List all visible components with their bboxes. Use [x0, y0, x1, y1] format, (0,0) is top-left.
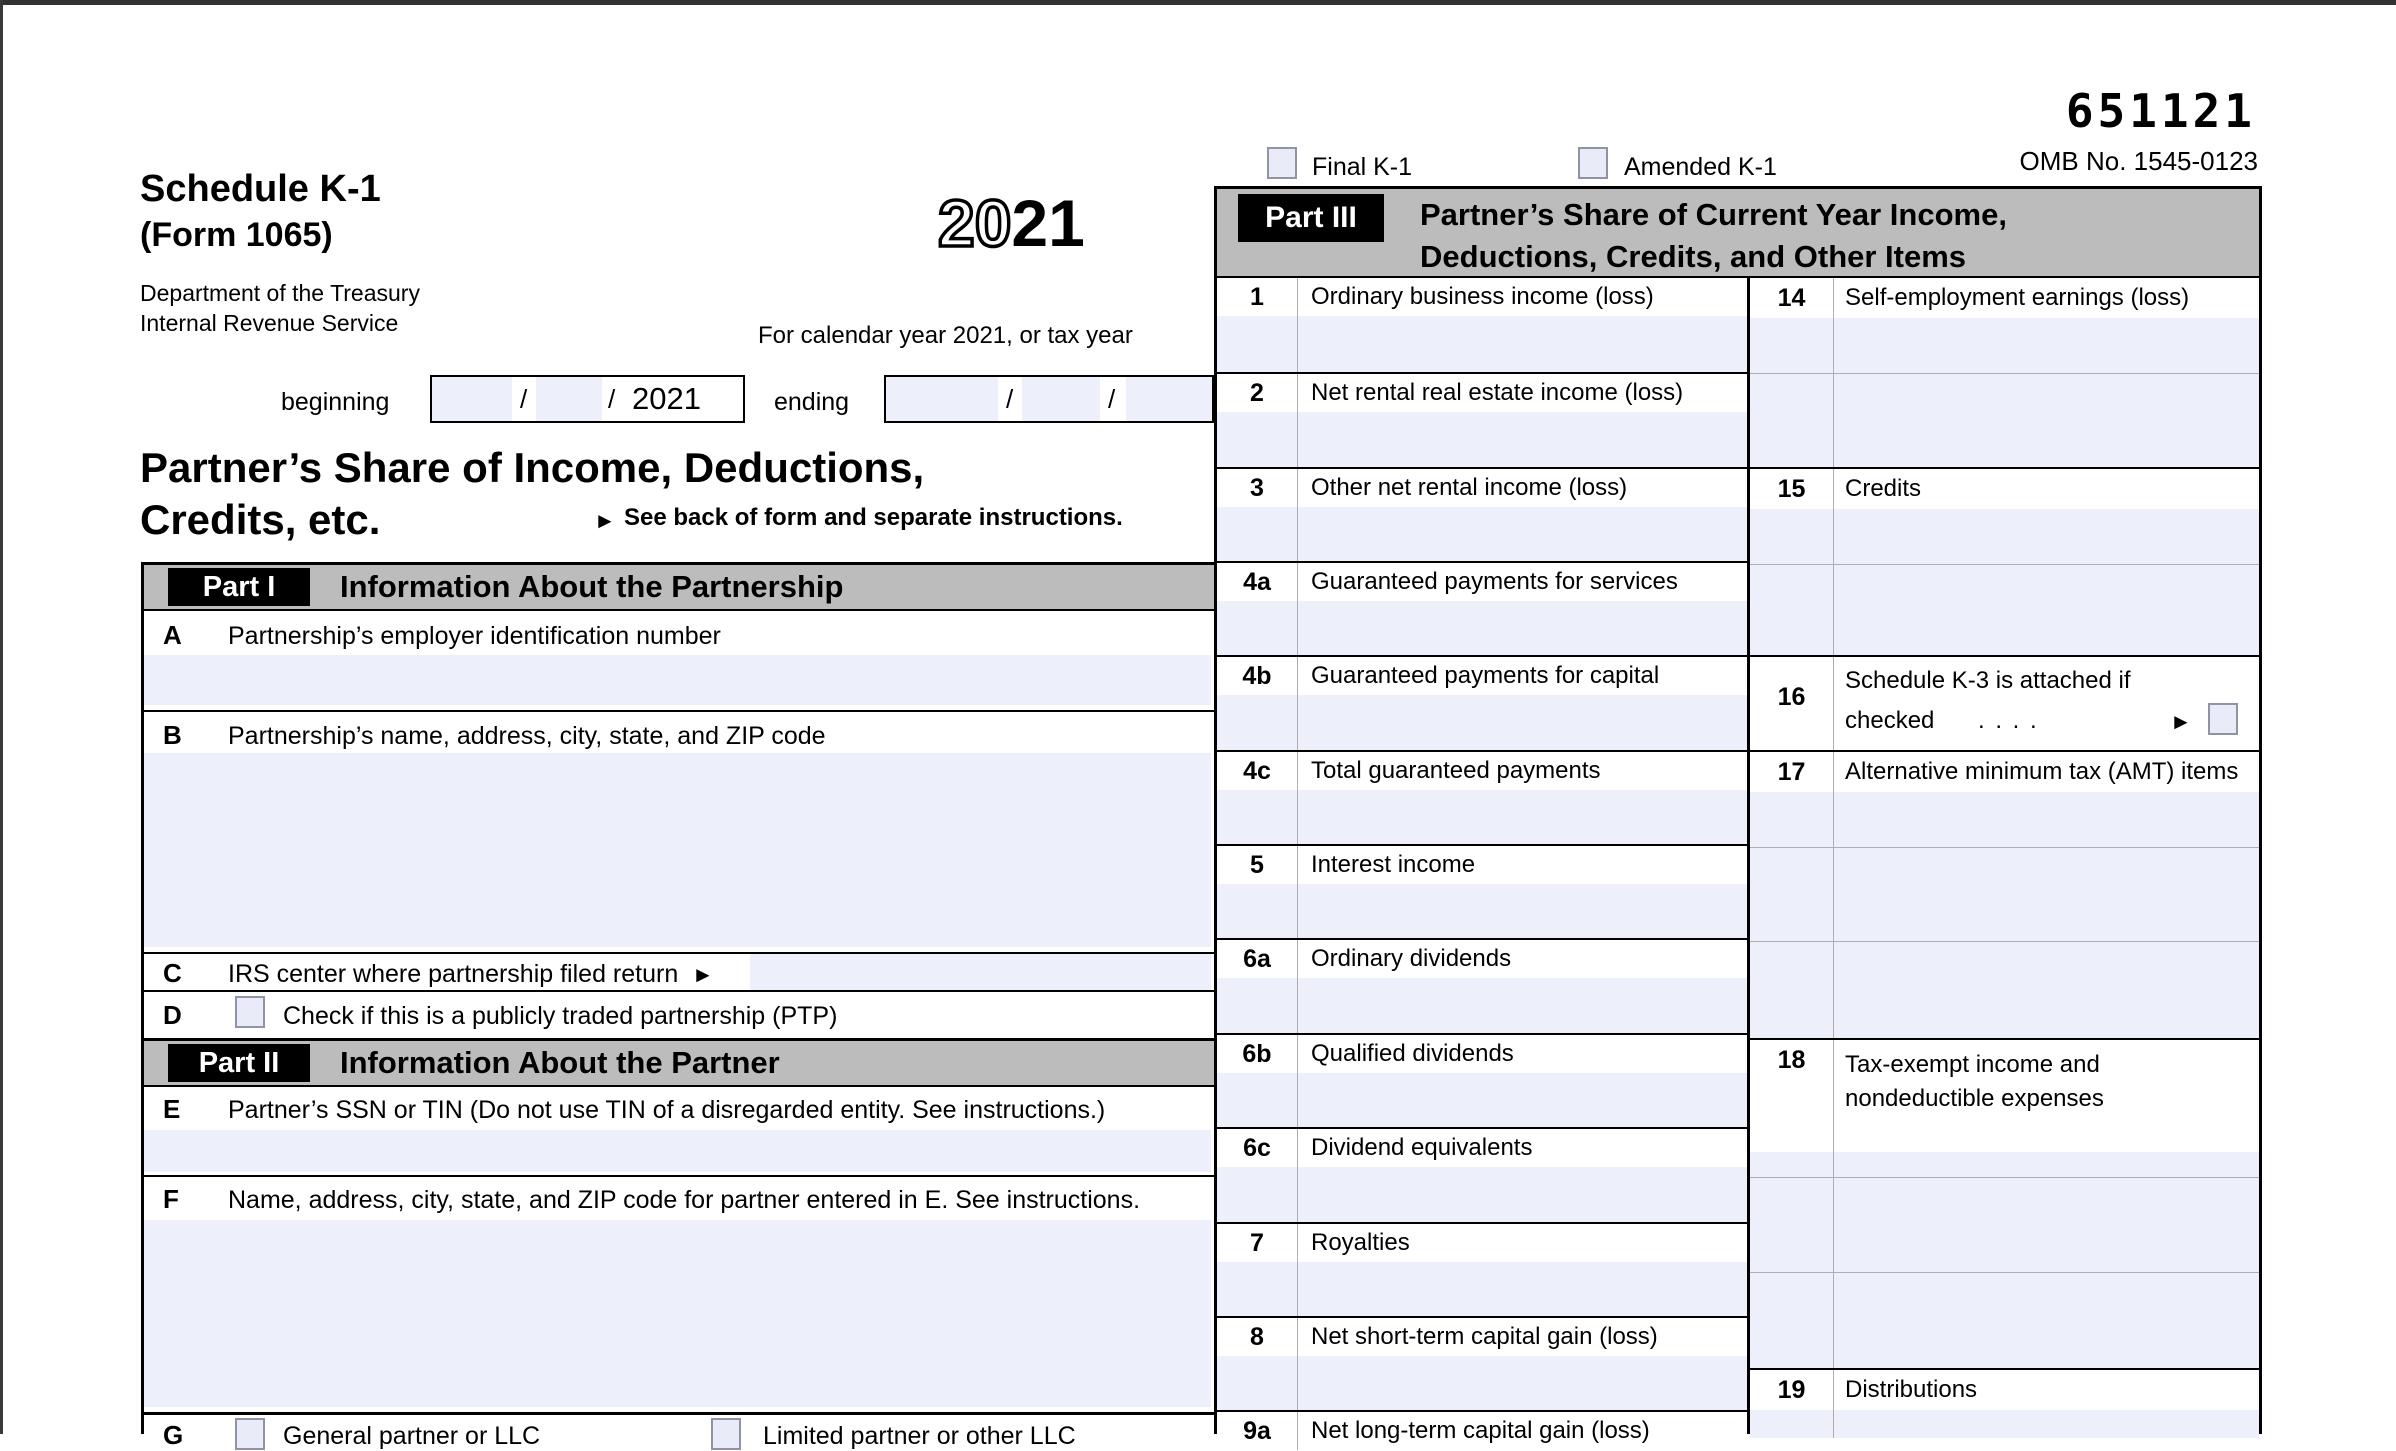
item-e-letter: E	[163, 1094, 181, 1124]
section-18-input[interactable]	[1750, 1152, 2259, 1368]
row-7	[1217, 1222, 1747, 1316]
section-17	[1750, 750, 2259, 1038]
divider	[1750, 847, 2259, 848]
row-1-label: Ordinary business income (loss)	[1311, 283, 1654, 310]
form-catalog-code: 651121	[2065, 84, 2256, 138]
divider	[1297, 752, 1298, 844]
row-6a	[1217, 938, 1747, 1033]
row-9a-label: Net long-term capital gain (loss)	[1311, 1417, 1650, 1444]
section-16-line2: checked	[1845, 707, 1935, 734]
part3-title-line2: Deductions, Credits, and Other Items	[1420, 239, 1967, 274]
ending-day-field[interactable]	[1022, 377, 1100, 421]
date-slash: /	[1006, 384, 1014, 414]
divider	[141, 1412, 1217, 1415]
row-2-number: 2	[1250, 379, 1264, 407]
item-f-letter: F	[163, 1184, 179, 1214]
part2-tag: Part II	[168, 1044, 310, 1082]
item-c-letter: C	[163, 958, 182, 988]
general-partner-checkbox[interactable]	[235, 1418, 265, 1450]
divider	[141, 710, 1217, 712]
section-18	[1750, 1038, 2259, 1368]
divider	[1833, 1040, 1834, 1368]
omb-number: OMB No. 1545-0123	[2019, 146, 2258, 176]
row-9a	[1217, 1410, 1747, 1450]
beginning-label: beginning	[281, 388, 390, 416]
divider	[1750, 1272, 2259, 1273]
row-6a-label: Ordinary dividends	[1311, 945, 1512, 972]
divider	[141, 990, 1217, 992]
amended-k1-checkbox[interactable]	[1578, 147, 1608, 179]
divider	[1297, 469, 1298, 561]
tax-year-outline: 20	[938, 186, 1012, 260]
final-k1-checkbox[interactable]	[1267, 147, 1297, 179]
section-16-line1: Schedule K-3 is attached if	[1845, 667, 2131, 694]
divider	[1297, 278, 1298, 372]
section-19	[1750, 1368, 2259, 1438]
row-3-label: Other net rental income (loss)	[1311, 474, 1628, 501]
row-8-label: Net short-term capital gain (loss)	[1311, 1323, 1658, 1350]
divider	[1750, 373, 2259, 374]
divider	[1297, 1129, 1298, 1222]
left-table-left-border	[141, 562, 144, 1434]
divider	[1833, 469, 1834, 655]
row-6b-label: Qualified dividends	[1311, 1040, 1514, 1067]
main-title-line2: Credits, etc.	[140, 496, 381, 543]
item-b-label: Partnership’s name, address, city, state, and ZIP code	[228, 722, 826, 750]
item-b-letter: B	[163, 720, 182, 750]
beginning-year-value: 2021	[632, 381, 701, 416]
see-back-note: See back of form and separate instructions.	[624, 504, 1123, 531]
part3-right-border	[2259, 186, 2262, 1434]
page-left-edge	[0, 0, 3, 1434]
row-4a	[1217, 561, 1747, 655]
part3-left-border	[1214, 186, 1217, 1434]
row-4b-number: 4b	[1242, 662, 1272, 690]
section-16-arrow-icon: ►	[2170, 709, 2192, 734]
see-back-arrow-icon: ►	[594, 508, 616, 533]
section-17-number: 17	[1777, 758, 1806, 786]
row-6c-label: Dividend equivalents	[1311, 1134, 1533, 1161]
date-slash: /	[1108, 384, 1116, 414]
item-g-letter: G	[163, 1420, 184, 1450]
row-3	[1217, 467, 1747, 561]
section-15	[1750, 467, 2259, 655]
part2-header-bar	[141, 1038, 1214, 1087]
ending-year-field[interactable]	[1126, 377, 1212, 421]
section-15-label: Credits	[1845, 475, 1922, 502]
row-5-number: 5	[1250, 851, 1264, 879]
item-d-label: Check if this is a publicly traded partnership (PTP)	[283, 1002, 838, 1030]
divider	[141, 1175, 1217, 1177]
row-1-number: 1	[1250, 283, 1264, 311]
section-18-line1: Tax-exempt income and	[1845, 1051, 2100, 1078]
divider	[1297, 563, 1298, 655]
section-17-label: Alternative minimum tax (AMT) items	[1845, 758, 2239, 785]
tax-year-solid: 21	[1011, 186, 1085, 260]
section-16	[1750, 655, 2259, 750]
section-18-number: 18	[1777, 1046, 1806, 1074]
part1-title: Information About the Partnership	[340, 569, 844, 604]
row-5	[1217, 844, 1747, 938]
row-4c-label: Total guaranteed payments	[1311, 757, 1601, 784]
divider	[1297, 846, 1298, 938]
beginning-day-field[interactable]	[536, 377, 602, 421]
part3-title-line1: Partner’s Share of Current Year Income,	[1420, 197, 2007, 232]
row-3-number: 3	[1250, 474, 1264, 502]
item-c-arrow-icon: ►	[692, 962, 714, 987]
item-c-label: IRS center where partnership filed return	[228, 960, 679, 988]
form-number: (Form 1065)	[140, 216, 333, 254]
calendar-year-line: For calendar year 2021, or tax year	[758, 322, 1133, 349]
section-17-input[interactable]	[1750, 792, 2259, 1038]
part3-column-divider	[1747, 278, 1750, 1434]
row-6b-number: 6b	[1242, 1040, 1272, 1068]
section-14-label: Self-employment earnings (loss)	[1845, 284, 2190, 311]
field-b-name-address-input[interactable]	[144, 753, 1211, 947]
divider	[1750, 941, 2259, 942]
divider	[1750, 564, 2259, 565]
divider	[1833, 278, 1834, 467]
row-5-label: Interest income	[1311, 851, 1476, 878]
row-4b	[1217, 655, 1747, 750]
section-14-input[interactable]	[1750, 318, 2259, 467]
section-14-number: 14	[1777, 284, 1806, 312]
main-title-line1: Partner’s Share of Income, Deductions,	[140, 444, 925, 491]
item-f-label: Name, address, city, state, and ZIP code for partner entered in E. See instructions.	[228, 1186, 1141, 1214]
row-7-label: Royalties	[1311, 1229, 1410, 1256]
part1-header-bar	[141, 562, 1214, 611]
row-6c	[1217, 1127, 1747, 1222]
beginning-month-field[interactable]	[432, 377, 512, 421]
row-4a-number: 4a	[1243, 568, 1271, 596]
schedule-title: Schedule K-1	[140, 168, 381, 210]
divider	[1297, 657, 1298, 750]
item-a-label: Partnership’s employer identification number	[228, 622, 721, 650]
ptp-checkbox[interactable]	[235, 996, 265, 1028]
row-4c-number: 4c	[1243, 757, 1271, 785]
divider	[1297, 374, 1298, 467]
row-8	[1217, 1316, 1747, 1410]
row-6b	[1217, 1033, 1747, 1127]
divider	[1833, 657, 1834, 750]
amended-k1-label: Amended K-1	[1624, 153, 1777, 181]
divider	[1297, 1412, 1298, 1450]
section-19-input[interactable]	[1750, 1410, 2259, 1438]
divider	[1833, 1370, 1834, 1438]
field-a-ein-input[interactable]	[144, 655, 1211, 705]
dept-line1: Department of the Treasury	[140, 280, 420, 306]
final-k1-label: Final K-1	[1312, 153, 1413, 181]
item-d-letter: D	[163, 1000, 182, 1030]
divider	[1750, 1177, 2259, 1178]
field-f-partner-address-input[interactable]	[144, 1220, 1211, 1407]
dept-line2: Internal Revenue Service	[140, 310, 399, 336]
section-15-input[interactable]	[1750, 509, 2259, 655]
ending-date-box[interactable]	[884, 375, 1214, 423]
part1-tag: Part I	[168, 568, 310, 606]
row-8-number: 8	[1250, 1323, 1264, 1351]
divider	[1297, 1224, 1298, 1316]
part2-title: Information About the Partner	[340, 1045, 780, 1080]
row-4a-label: Guaranteed payments for services	[1311, 568, 1678, 595]
row-7-number: 7	[1250, 1229, 1264, 1257]
page-top-edge	[0, 0, 2396, 5]
row-6a-number: 6a	[1243, 945, 1271, 973]
field-c-irs-center-input[interactable]	[750, 954, 1211, 990]
divider	[1297, 940, 1298, 1033]
item-g-label2: Limited partner or other LLC	[763, 1422, 1076, 1450]
divider	[1297, 1035, 1298, 1127]
item-g-label1: General partner or LLC	[283, 1422, 541, 1450]
row-4b-label: Guaranteed payments for capital	[1311, 662, 1660, 689]
item-e-label: Partner’s SSN or TIN (Do not use TIN of a disregarded entity. See instructions.)	[228, 1096, 1106, 1124]
section-19-label: Distributions	[1845, 1376, 1978, 1403]
section-19-number: 19	[1777, 1376, 1806, 1404]
row-9a-number: 9a	[1243, 1417, 1271, 1445]
item-a-letter: A	[163, 620, 182, 650]
row-1	[1217, 278, 1747, 372]
section-14	[1750, 278, 2259, 467]
part3-header-bar	[1214, 186, 2262, 278]
divider	[1297, 1318, 1298, 1410]
section-18-line2: nondeductible expenses	[1845, 1085, 2104, 1112]
tax-year-banner	[938, 188, 1085, 258]
row-4c	[1217, 750, 1747, 844]
row-2	[1217, 372, 1747, 467]
beginning-date-box[interactable]	[430, 375, 745, 423]
ending-label: ending	[774, 388, 850, 416]
section-16-dot-leader: . . . .	[1978, 707, 2039, 734]
field-e-ssn-input[interactable]	[144, 1130, 1211, 1172]
section-15-number: 15	[1777, 475, 1806, 503]
date-slash: /	[608, 384, 616, 414]
row-2-label: Net rental real estate income (loss)	[1311, 379, 1684, 406]
section-16-number: 16	[1777, 683, 1806, 711]
row-6c-number: 6c	[1243, 1134, 1271, 1162]
date-slash: /	[520, 384, 528, 414]
k3-attached-checkbox[interactable]	[2208, 703, 2238, 735]
ending-month-field[interactable]	[886, 377, 998, 421]
part3-tag: Part III	[1238, 194, 1384, 242]
divider	[1833, 752, 1834, 1038]
limited-partner-checkbox[interactable]	[711, 1418, 741, 1450]
